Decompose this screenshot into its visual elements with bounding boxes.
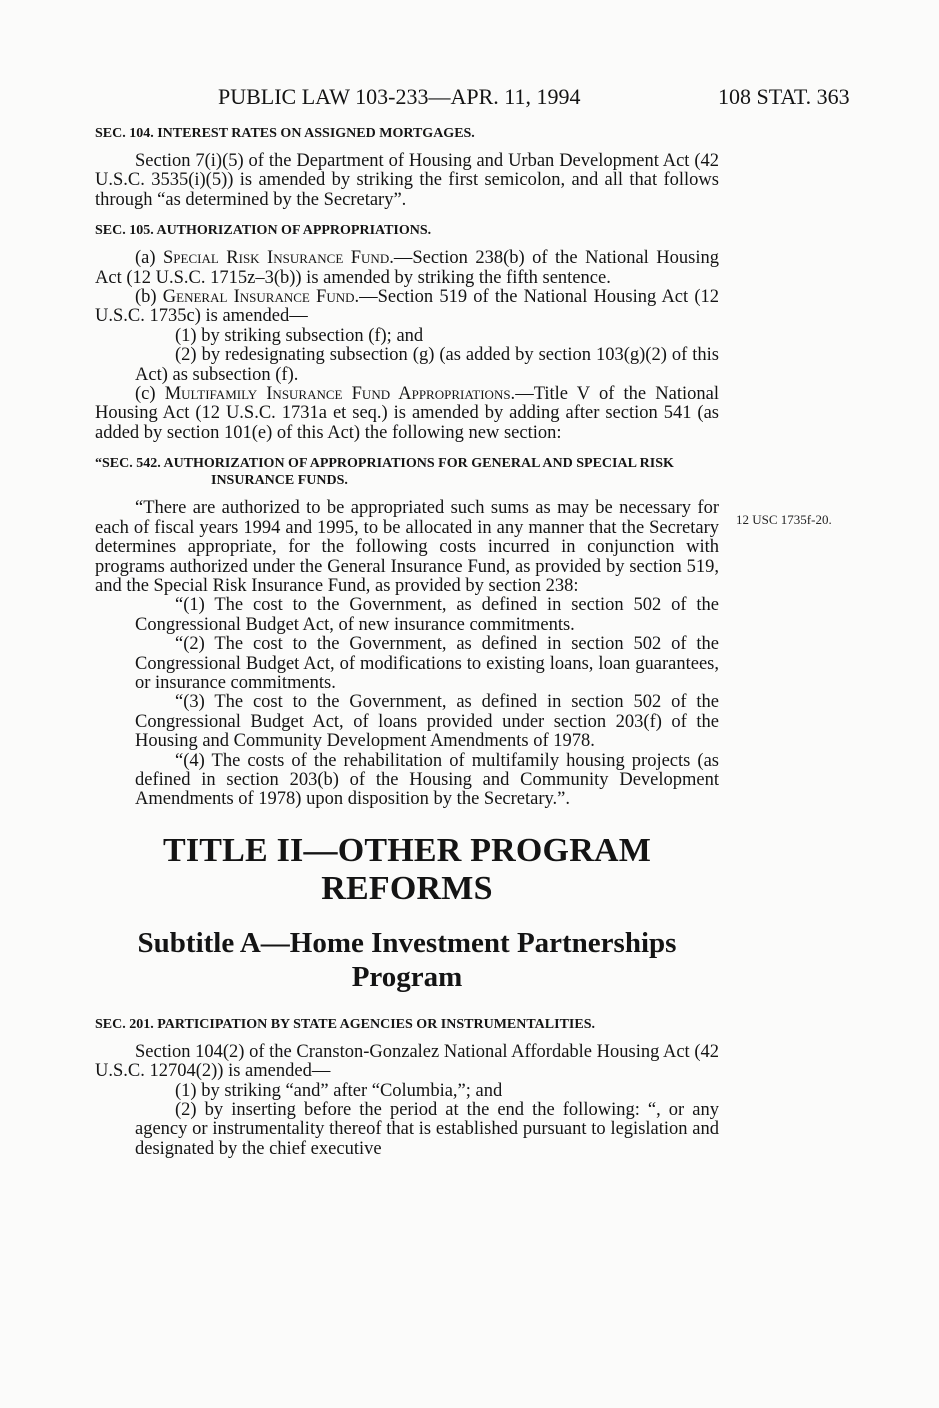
header-law-citation: PUBLIC LAW 103-233—APR. 11, 1994 <box>218 84 581 109</box>
sec105-b-item-1: (1) by striking subsection (f); and <box>175 325 424 346</box>
sec105-b-item-2: (2) by redesignating subsection (g) (as added by section 103(g)(2) of this Act) as subsection (f). <box>135 345 719 385</box>
subtitle-heading: Subtitle A—Home Investment Partnerships Program <box>137 926 677 993</box>
running-header <box>0 84 939 114</box>
sec201-item-2: (2) by inserting before the period at the end the following: “, or any agency or instrumentality thereof that is established pursuant to legislation and designated by the chief executive <box>135 1100 719 1159</box>
sec542-intro: “There are authorized to be appropriated such sums as may be necessary for each of fiscal years 1994 and 1995, to be allocated in any manner that the Secretary determines appropriate, for the following costs incurred in conjunction with programs authorized under the General Insurance Fund, as provided by section 519, and the Special Risk Insurance Fund, as provided by section 238: <box>95 498 719 596</box>
sec201-heading: SEC. 201. PARTICIPATION BY STATE AGENCIES OR INSTRUMENTALITIES. <box>95 1016 595 1032</box>
sec105-b-caption: General Insurance Fund. <box>162 287 360 308</box>
sec201-item-1: (1) by striking “and” after “Columbia,”; and <box>175 1080 503 1101</box>
sec105-a <box>95 249 719 288</box>
sec542-item-1: “(1) The cost to the Government, as defined in section 502 of the Congressional Budget Act, of new insurance commitments. <box>135 595 719 635</box>
sec105-a-text: —Section 238(b) of the National Housing Act (12 U.S.C. 1715z–3(b)) is amended by striking the fifth sentence. <box>95 248 719 288</box>
title-heading: TITLE II—OTHER PROGRAM REFORMS <box>162 831 652 907</box>
sec105-heading: SEC. 105. AUTHORIZATION OF APPROPRIATIONS. <box>95 223 432 239</box>
sec542-item-2: “(2) The cost to the Government, as defined in section 502 of the Congressional Budget Act, of modifications to existing loans, loan guarantees, or insurance commitments. <box>135 634 719 693</box>
sec105-b <box>95 288 719 327</box>
sec105-b-text: —Section 519 of the National Housing Act (12 U.S.C. 1735c) is amended— <box>95 287 720 327</box>
sec105-c-text: —Title V of the National Housing Act (12 U.S.C. 1731a et seq.) is amended by adding after section 541 (as added by section 101(e) of this Act) the following new section: <box>95 384 719 443</box>
sec105-a-label: (a) <box>135 248 164 269</box>
sec542-item-3: “(3) The cost to the Government, as defined in section 502 of the Congressional Budget Act, of loans provided under section 203(f) of the Housing and Community Development Amendments of 1978. <box>135 692 719 752</box>
sec105-b-label: (b) <box>135 287 163 308</box>
sec105-c-caption: Multifamily Insurance Fund Appropriations. <box>164 384 516 405</box>
sec542-item-4: “(4) The costs of the rehabilitation of multifamily housing projects (as defined in section 203(b) of the Housing and Community Development Amendments of 1978) upon disposition by the Secretary.”. <box>135 750 719 810</box>
marginal-note: 12 USC 1735f-20. <box>736 512 832 527</box>
sec104-text: Section 7(i)(5) of the Department of Housing and Urban Development Act (42 U.S.C. 3535(i)(5)) is amended by striking the first semicolon, and all that follows through “as determined by the Secretary”. <box>95 151 719 210</box>
document-body <box>95 125 719 1159</box>
sec104-heading: SEC. 104. INTEREST RATES ON ASSIGNED MORTGAGES. <box>95 126 475 141</box>
sec105-c <box>95 385 719 443</box>
sec105-c-label: (c) <box>135 384 165 405</box>
sec105-a-caption: Special Risk Insurance Fund. <box>163 248 394 269</box>
sec542-heading: “SEC. 542. AUTHORIZATION OF APPROPRIATIONS FOR GENERAL AND SPECIAL RISK INSURANCE FUNDS. <box>95 456 674 489</box>
header-stat-page: 108 STAT. 363 <box>718 84 850 109</box>
sec201-text: Section 104(2) of the Cranston-Gonzalez National Affordable Housing Act (42 U.S.C. 12704(2)) is amended— <box>95 1041 719 1082</box>
